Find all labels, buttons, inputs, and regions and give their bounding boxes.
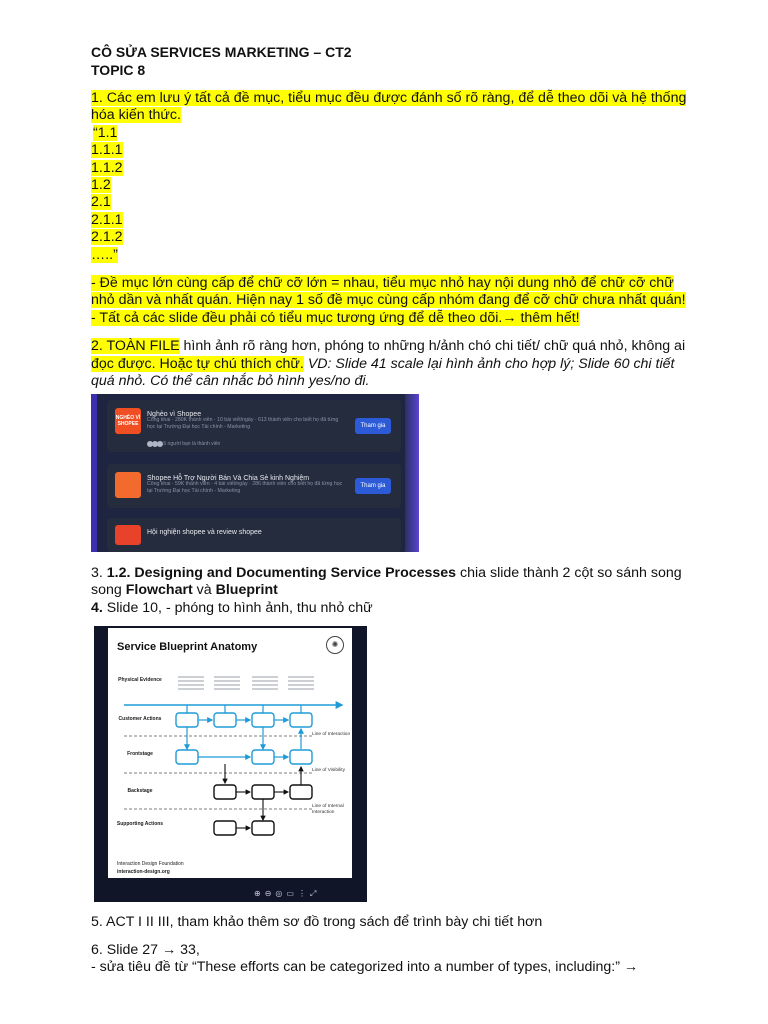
row-label-customer-actions: Customer Actions [118, 716, 162, 722]
note-line: nhỏ dần và nhất quán. Hiện nay 1 số đề mục cùng cấp nhóm đang để cỡ chữ chưa nhất quán! [91, 292, 686, 309]
group-thumbnail [115, 472, 141, 498]
join-button[interactable]: Tham gia [355, 418, 391, 434]
row-label-physical-evidence: Physical Evidence [118, 677, 162, 683]
frontstage-box [176, 750, 198, 764]
point-1-notes [91, 275, 691, 327]
example-text: VD: Slide 41 scale lại hình ảnh cho hợp lý; Slide 60 chi tiết [303, 355, 675, 372]
blueprint-word: Blueprint [215, 582, 278, 599]
thumb-text: NGHÈO VÌ SHOPEE [115, 415, 141, 427]
cast-icon[interactable]: ◎ [275, 889, 287, 898]
row-label-backstage: Backstage [127, 788, 153, 794]
numbering-item: …..” [91, 246, 118, 263]
numbering-item: 1.1.1 [91, 142, 123, 159]
fullscreen-icon[interactable]: ⤢ [309, 889, 321, 898]
point-6-line-2: - sửa tiêu đề từ “These efforts can be categorized into a number of types, including:” → [91, 959, 639, 976]
highlight-toan-file: 2. TOÀN FILE [91, 338, 180, 355]
screen-icon[interactable]: ▭ [286, 889, 298, 898]
numbering-item: 2.1.2 [91, 229, 123, 246]
group-card [107, 464, 401, 508]
point-2 [91, 338, 691, 390]
group-card [107, 518, 401, 552]
group-thumbnail [115, 408, 141, 434]
frontstage-box [290, 750, 312, 764]
numbering-item: 2.1.1 [91, 211, 123, 228]
point-3-section: 1.2. Designing and Documenting Service Processes [106, 565, 457, 581]
numbering-item: 1.2 [91, 177, 111, 194]
viewer-toolbar [254, 885, 320, 902]
backstage-box [252, 785, 274, 799]
point-1 [91, 90, 691, 264]
doc-topic: TOPIC 8 [91, 61, 146, 78]
backstage-box [290, 785, 312, 799]
point-1-line-2: hóa kiến thức. [91, 107, 181, 124]
point-6-line-1: 6. Slide 27 → 33, [91, 942, 200, 958]
group-meta: Công khai · 280K thành viên · 10 bài viết/ngày · 613 thành viên cho biết họ đã từng học tại Trường Đại học Tài chính - Marketing [147, 417, 339, 430]
row-label-supporting-actions: Supporting Actions [116, 821, 164, 827]
idf-logo-icon: ✺ [326, 636, 344, 654]
numbering-item: 1.1.2 [91, 159, 123, 176]
screenshot-shopee-groups [91, 394, 419, 552]
zoom-in-icon[interactable]: ⊕ [254, 889, 265, 898]
group-title: Nghèo vì Shopee [147, 411, 202, 418]
point-6 [91, 942, 731, 977]
blueprint-diagram [108, 628, 352, 878]
group-title: Hội nghiện shopee và review shopee [147, 529, 262, 536]
flowchart-word: Flowchart [125, 582, 193, 599]
point-4-text: Slide 10, - phóng to hình ảnh, thu nhỏ chữ [102, 599, 373, 616]
screenshot-edge [91, 394, 97, 552]
frontstage-box [252, 750, 274, 764]
blueprint-title: Service Blueprint Anatomy [117, 641, 258, 653]
numbering-item: “1.1 [93, 124, 118, 141]
note-line: - Tất cả các slide đều phải có tiểu mục tương ứng để dễ theo dõi.→ thêm hết! [91, 309, 580, 326]
friend-avatars [147, 436, 220, 453]
customer-action-box [252, 713, 274, 727]
group-title: Shopee Hỗ Trợ Người Bán Và Chia Sẻ kinh Nghiệm [147, 475, 310, 482]
screenshot-service-blueprint [94, 626, 367, 902]
point-5 [91, 914, 731, 931]
physical-evidence-marks [178, 677, 314, 689]
supporting-box [252, 821, 274, 835]
more-icon[interactable]: ⋮ [297, 889, 310, 898]
example-text: quá nhỏ. Có thể cân nhắc bỏ hình yes/no đi. [91, 373, 370, 390]
point-1-line-1: 1. Các em lưu ý tất cả đề mục, tiểu mục đều được đánh số rõ ràng, để dễ theo dõi và hệ thống [91, 90, 687, 106]
customer-action-box [290, 713, 312, 727]
line-of-visibility-label: Line of Visibility [312, 768, 345, 773]
doc-title: CÔ SỬA SERVICES MARKETING – CT2 [91, 44, 352, 60]
note-line: - Đề mục lớn cùng cấp để chữ cỡ lớn = nhau, tiểu mục nhỏ hay nội dung nhỏ để chữ cỡ chữ [91, 275, 674, 292]
line-of-interaction-label: Line of Interaction [312, 732, 351, 737]
point-3-text: chia slide thành 2 cột so sánh song [456, 565, 682, 581]
point-4-num: 4. [91, 599, 103, 616]
screenshot-edge [405, 394, 419, 552]
supporting-box [214, 821, 236, 835]
customer-action-box [176, 713, 198, 727]
point-3-text: song [91, 582, 126, 599]
customer-action-box [214, 713, 236, 727]
zoom-out-icon[interactable]: ⊖ [264, 889, 276, 898]
blueprint-slide [108, 628, 352, 878]
highlight-readable: đọc được. Hoặc tự chú thích chữ. [91, 355, 304, 372]
document-body [91, 44, 691, 391]
point-2-text: hình ảnh rõ ràng hơn, phóng to những h/ảnh chó chi tiết/ chữ quá nhỏ, không ai [179, 338, 686, 355]
point-3-num: 3. [91, 565, 107, 581]
group-thumbnail [115, 525, 141, 545]
group-card [107, 400, 401, 452]
line-of-internal-interaction-label: Line of Internal Interaction [312, 804, 344, 815]
point-5-text: 5. ACT I II III, tham khảo thêm sơ đồ trong sách để trình bày chi tiết hơn [91, 914, 543, 930]
backstage-box [214, 785, 236, 799]
footer-url: interaction-design.org [117, 869, 170, 875]
point-3 [91, 565, 731, 617]
footer-source: Interaction Design Foundation [117, 861, 184, 867]
and-word: và [192, 582, 216, 599]
friends-text: 5 người bạn là thành viên [163, 441, 221, 447]
row-label-frontstage: Frontstage [127, 751, 153, 757]
join-button[interactable]: Tham gia [355, 478, 391, 494]
group-meta: Công khai · 59K thành viên · 4 bài viết/ngày · 286 thành viên cho biết họ đã từng học tại Trường Đại học Tài chính - Marketing [147, 481, 343, 494]
numbering-item: 2.1 [91, 194, 111, 211]
